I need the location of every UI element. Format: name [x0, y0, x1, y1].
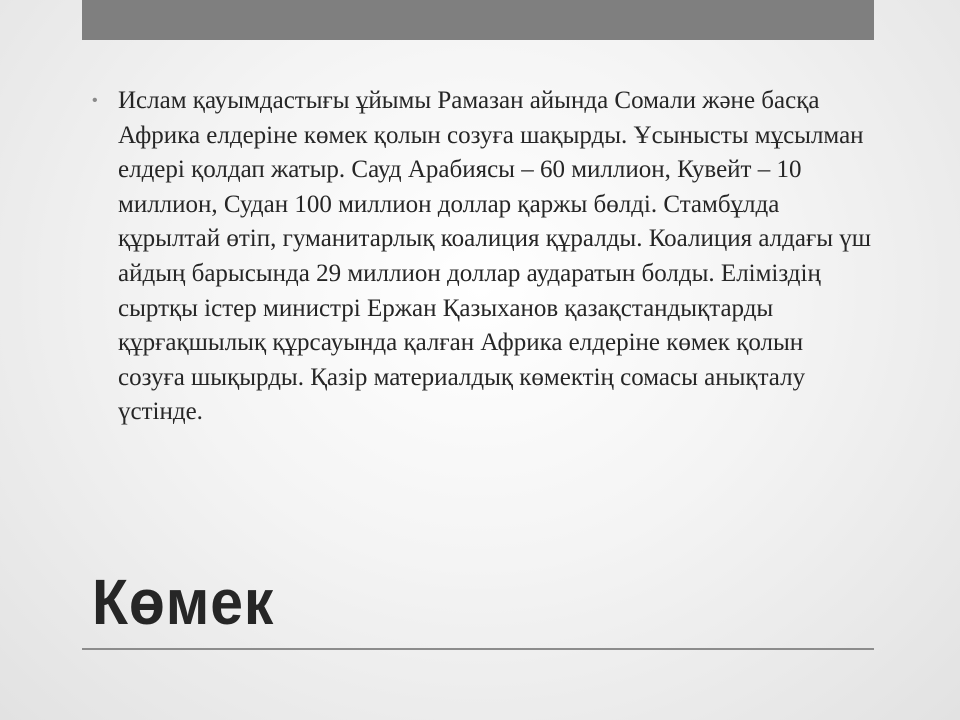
bullet-item	[92, 84, 872, 430]
slide-body	[92, 84, 872, 430]
bullet-dot-icon: •	[92, 92, 98, 109]
slide-title: Көмек	[92, 566, 275, 638]
title-underline	[82, 648, 874, 650]
bullet-text: Ислам қауымдастығы ұйымы Рамазан айында Сомали және басқа Африка елдеріне көмек қолын созуға шақырды. Ұсынысты мұсылман елдері қолдап жатыр. Сауд Арабиясы – 60 миллион, Кувейт – 10 миллион, Судан 100 миллион доллар қаржы бөлді. Стамбұлда құрылтай өтіп, гуманитарлық коалиция құралды. Коалиция алдағы үш айдың барысында 29 миллион доллар аударатын болды. Еліміздің сыртқы істер министрі Ержан Қазыханов қазақстандықтарды құрғақшылық құрсауында қалған Африка елдеріне көмек қолын созуға шықырды. Қазір материалдық көмектің сомасы анықталу үстінде.	[118, 87, 871, 426]
top-accent-bar	[82, 0, 874, 40]
